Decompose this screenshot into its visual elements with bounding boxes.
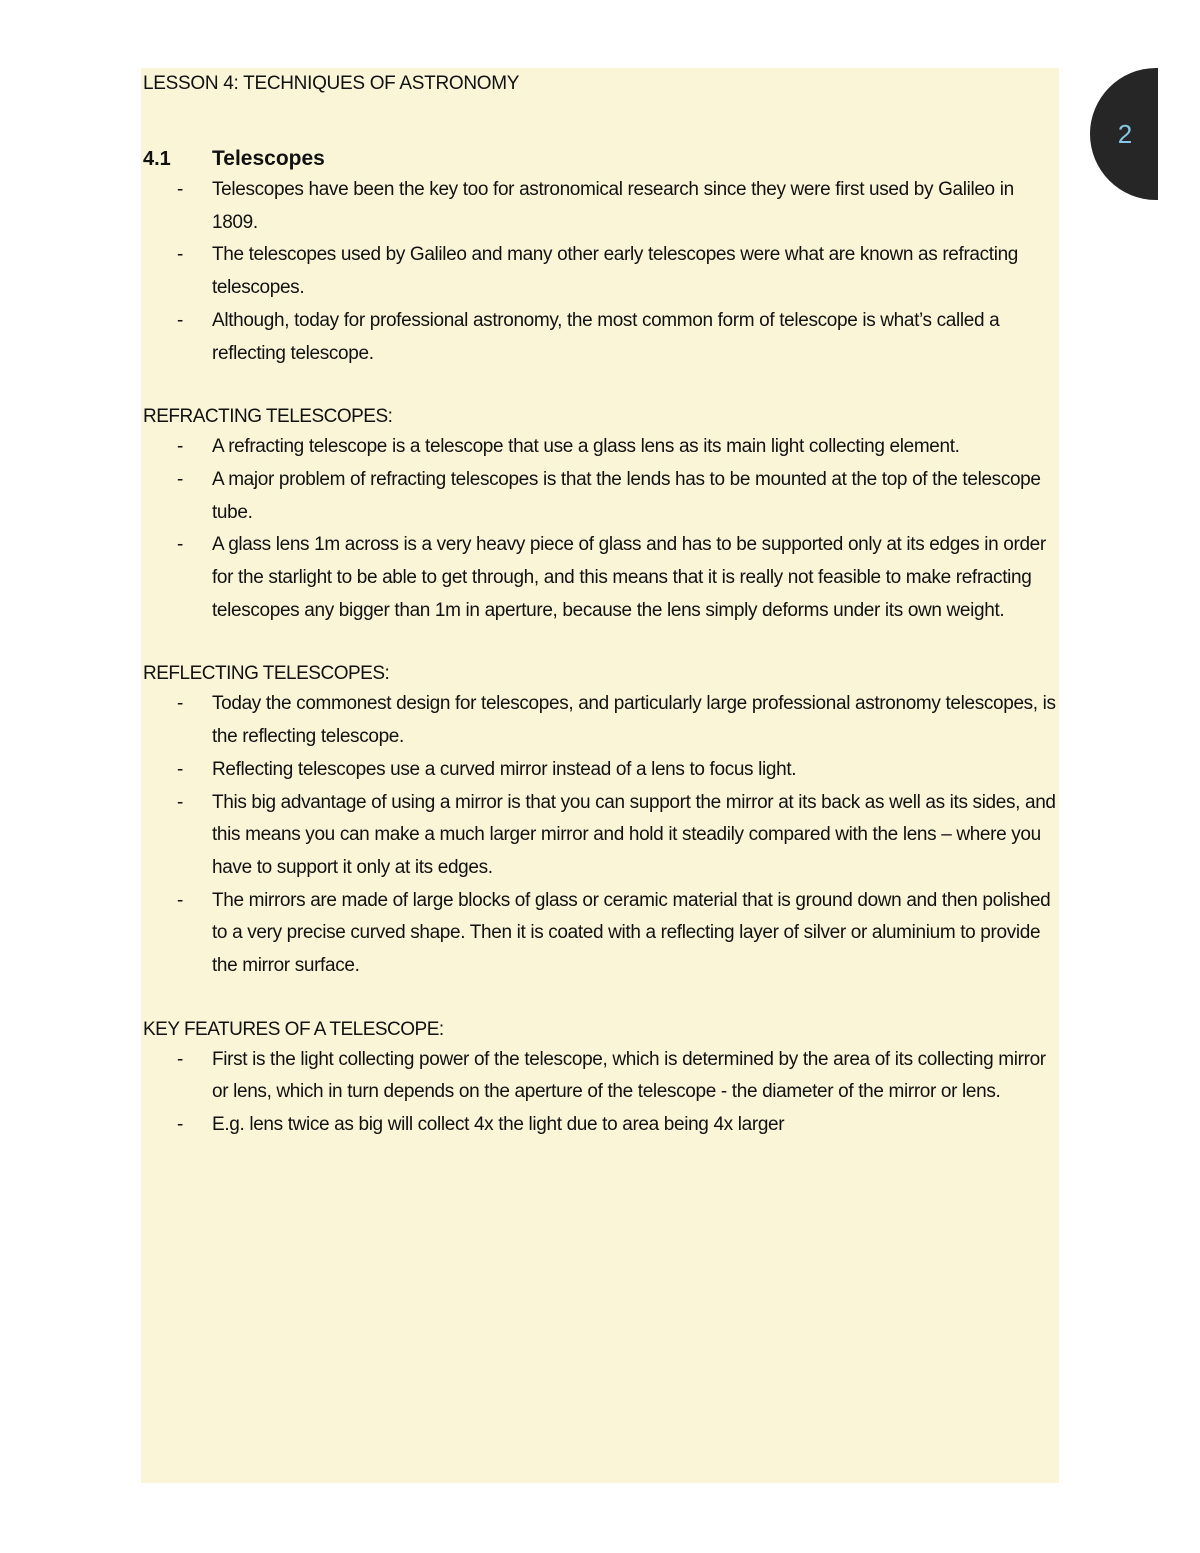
list-item (143, 754, 1057, 787)
dash-bullet: - (177, 889, 183, 911)
list-item-text: First is the light collecting power of the telescope, which is determined by the area of its collecting mirror or lens, which in turn depends on the aperture of the telescope - the diameter of the mirror or lens. (212, 1048, 1046, 1103)
list-item (143, 1109, 1057, 1142)
list-item-text: Today the commonest design for telescopes, and particularly large professional astronomy telescopes, is the reflecting telescope. (212, 693, 1056, 748)
list-item-text: A major problem of refracting telescopes is that the lends has to be mounted at the top of the telescope tube. (212, 468, 1041, 523)
refracting-label: REFRACTING TELESCOPES: (143, 406, 393, 428)
list-item (143, 174, 1057, 239)
section-title: Telescopes (212, 147, 325, 170)
list-item-text: Although, today for professional astronomy, the most common form of telescope is what’s called a reflecting telescope. (212, 309, 1000, 364)
list-item-text: The telescopes used by Galileo and many other early telescopes were what are known as refracting telescopes. (212, 244, 1019, 299)
lesson-title: LESSON 4: TECHNIQUES OF ASTRONOMY (143, 73, 520, 94)
dash-bullet: - (177, 693, 183, 715)
dash-bullet: - (177, 436, 183, 458)
refracting-list (143, 431, 1057, 627)
dash-bullet: - (177, 244, 183, 266)
list-item-text: E.g. lens twice as big will collect 4x the light due to area being 4x larger (212, 1114, 785, 1136)
dash-bullet: - (177, 1048, 183, 1070)
section-number: 4.1 (143, 147, 171, 170)
list-item-text: A refracting telescope is a telescope that use a glass lens as its main light collecting element. (212, 436, 960, 458)
dash-bullet: - (177, 1114, 183, 1136)
list-item-text: Telescopes have been the key too for astronomical research since they were first used by Galileo in 1809. (212, 179, 1014, 233)
list-item-text: A glass lens 1m across is a very heavy piece of glass and has to be supported only at its edges in order for the starlight to be able to get through, and this means that it is really not feasible to make refracting telescopes any bigger than 1m in aperture, because the lens simply deforms under its own weight. (212, 534, 1046, 621)
dash-bullet: - (177, 534, 183, 556)
dash-bullet: - (177, 758, 183, 780)
reflecting-list (143, 688, 1057, 982)
document-body (143, 70, 1057, 1142)
list-item (143, 787, 1057, 885)
list-item (143, 431, 1057, 464)
dash-bullet: - (177, 309, 183, 331)
list-item (143, 885, 1057, 983)
section-heading (143, 144, 1057, 174)
list-item (143, 239, 1057, 304)
list-item-text: Reflecting telescopes use a curved mirror instead of a lens to focus light. (212, 758, 797, 780)
key-features-label: KEY FEATURES OF A TELESCOPE: (143, 1018, 444, 1040)
list-item (143, 529, 1057, 627)
reflecting-label: REFLECTING TELESCOPES: (143, 663, 390, 685)
intro-list (143, 174, 1057, 370)
dash-bullet: - (177, 791, 183, 813)
list-item (143, 688, 1057, 753)
page-number: 2 (1117, 119, 1133, 149)
list-item-text: The mirrors are made of large blocks of glass or ceramic material that is ground down and then polished to a very precise curved shape. Then it is coated with a reflecting layer of silver or aluminium to provide the mirror surface. (212, 889, 1051, 977)
list-item (143, 305, 1057, 370)
list-item-text: This big advantage of using a mirror is that you can support the mirror at its back as well as its sides, and this means you can make a much larger mirror and hold it steadily compared with the lens – where you have to support it only at its edges. (212, 791, 1056, 878)
key-features-list (143, 1044, 1057, 1142)
dash-bullet: - (177, 468, 183, 490)
list-item (143, 1044, 1057, 1109)
list-item (143, 464, 1057, 529)
dash-bullet: - (177, 179, 183, 200)
page-number-tab (1090, 68, 1158, 200)
